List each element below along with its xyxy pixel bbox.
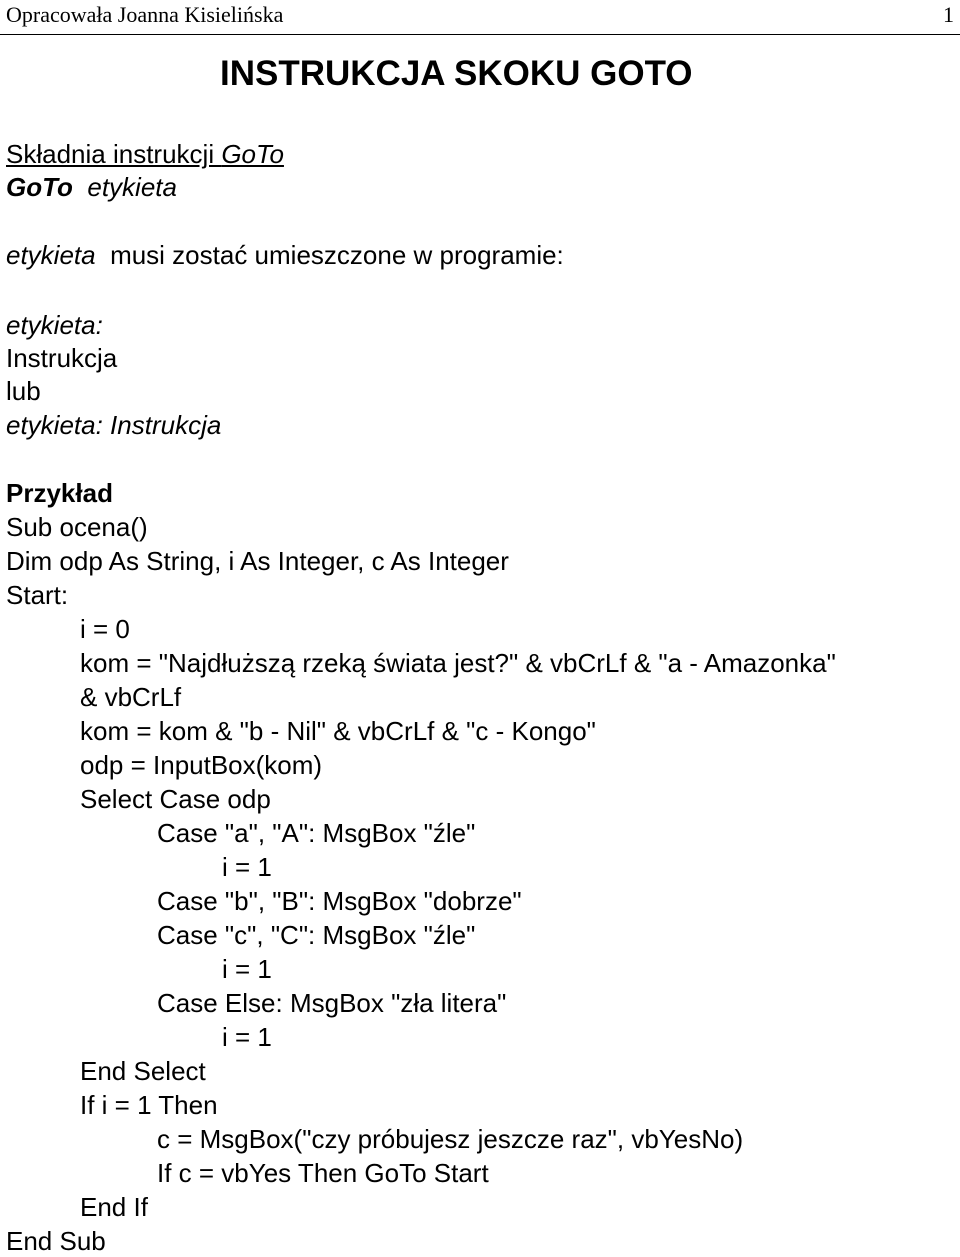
- syntax-heading: [6, 138, 284, 170]
- code-line: If i = 1 Then: [80, 1090, 218, 1120]
- code-line: Case "c", "C": MsgBox "źle": [157, 920, 476, 950]
- goto-label: etykieta: [87, 172, 177, 202]
- code-line: If c = vbYes Then GoTo Start: [157, 1158, 489, 1188]
- code-line: c = MsgBox("czy próbujesz jeszcze raz", vbYesNo): [157, 1124, 744, 1154]
- form-line-3: lub: [6, 376, 41, 406]
- code-line: i = 1: [222, 1022, 272, 1052]
- author-name: Opracowała Joanna Kisielińska: [6, 2, 284, 27]
- code-line: i = 0: [80, 614, 130, 644]
- code-line: Dim odp As String, i As Integer, c As Integer: [6, 546, 509, 576]
- code-line: Sub ocena(): [6, 512, 148, 542]
- code-line: End Sub: [6, 1226, 106, 1256]
- code-line: Case "a", "A": MsgBox "źle": [157, 818, 476, 848]
- page-title: INSTRUKCJA SKOKU GOTO: [220, 54, 693, 93]
- placement-label-word: etykieta: [6, 240, 96, 270]
- syntax-heading-text: Składnia instrukcji: [6, 139, 222, 169]
- page-number: 1: [943, 2, 954, 27]
- code-line: & vbCrLf: [80, 682, 182, 712]
- form-line-4: etykieta: Instrukcja: [6, 410, 222, 440]
- syntax-heading-keyword: GoTo: [221, 139, 284, 169]
- code-line: End If: [80, 1192, 148, 1222]
- code-line: Case Else: MsgBox "zła litera": [157, 988, 507, 1018]
- form-line-1: etykieta:: [6, 310, 103, 340]
- placement-text: musi zostać umieszczone w programie:: [110, 240, 564, 270]
- code-line: odp = InputBox(kom): [80, 750, 323, 780]
- code-line: i = 1: [222, 852, 272, 882]
- goto-keyword: GoTo: [6, 172, 73, 202]
- code-line: kom = "Najdłuższą rzeką świata jest?" & vbCrLf & "a - Amazonka": [80, 648, 836, 678]
- code-line: i = 1: [222, 954, 272, 984]
- example-heading: Przykład: [6, 478, 113, 508]
- form-line-2: Instrukcja: [6, 343, 118, 373]
- code-line: Select Case odp: [80, 784, 271, 814]
- code-line: End Select: [80, 1056, 206, 1086]
- page-header: [0, 0, 960, 35]
- syntax-line: [6, 171, 177, 203]
- placement-line: [6, 239, 564, 271]
- code-line: Start:: [6, 580, 69, 610]
- code-line: Case "b", "B": MsgBox "dobrze": [157, 886, 522, 916]
- code-line: kom = kom & "b - Nil" & vbCrLf & "c - Kongo": [80, 716, 596, 746]
